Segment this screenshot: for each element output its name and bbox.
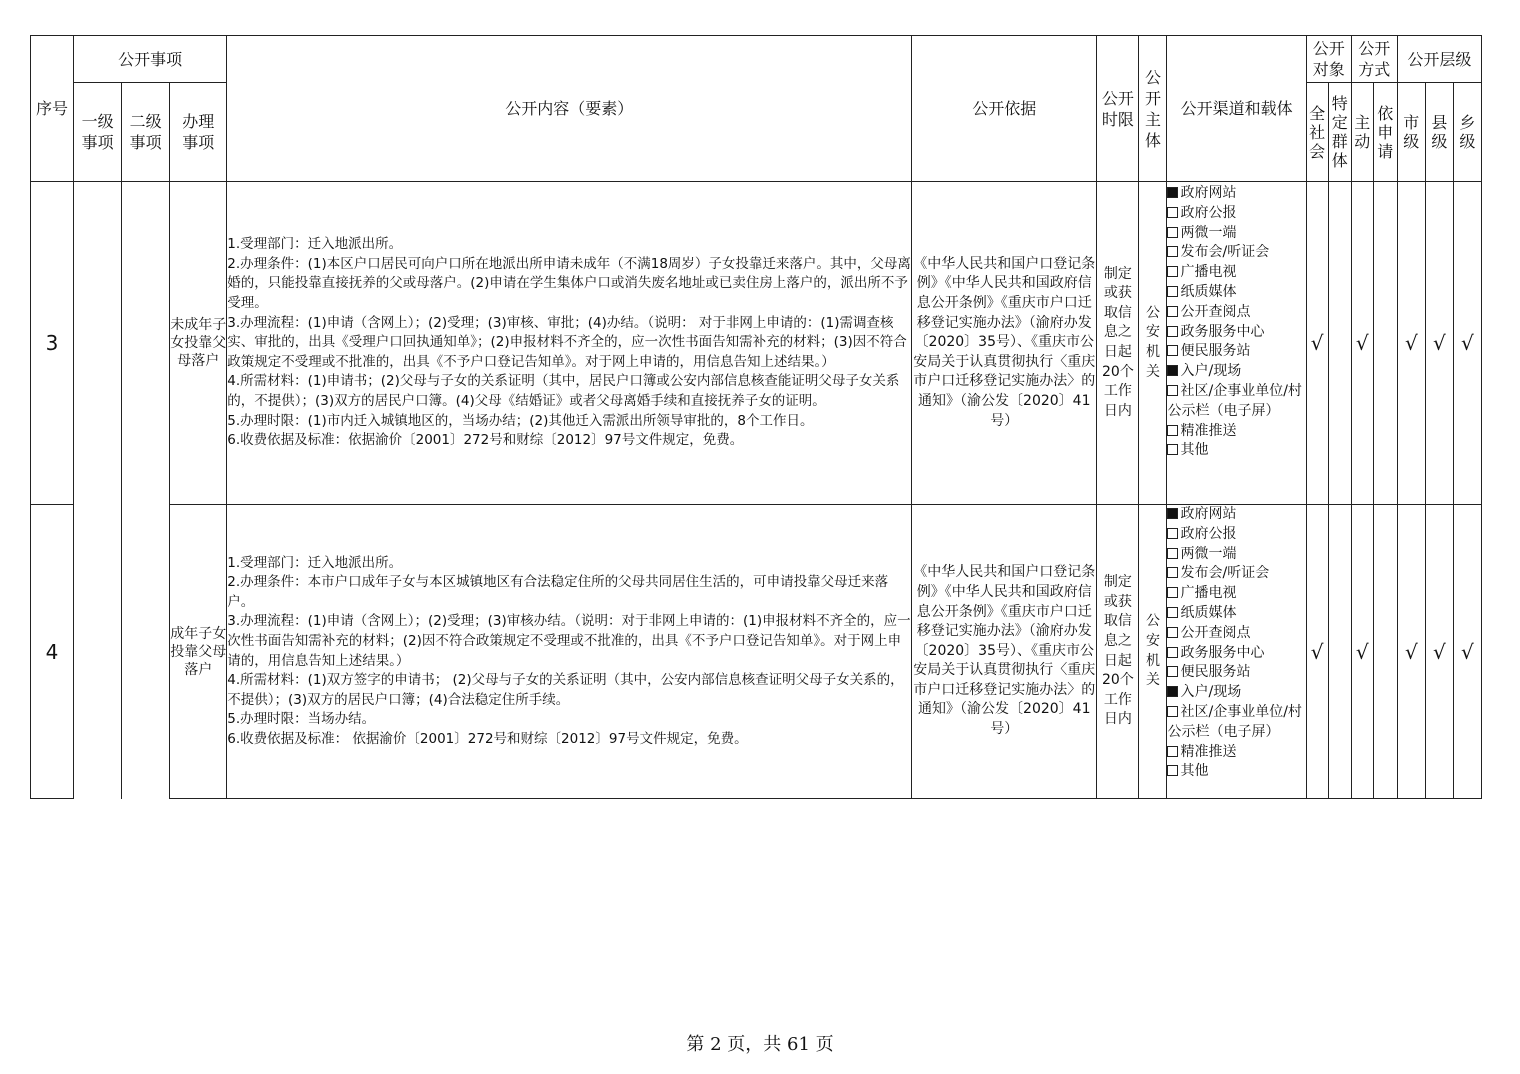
handle-item: 未成年子女投靠父母落户: [170, 182, 227, 505]
unchecked-box-icon: [1167, 567, 1178, 578]
level1-cell: [74, 182, 122, 799]
basis-cell: 《中华人民共和国户口登记条例》《中华人民共和国政府信息公开条例》《重庆市户口迁移登记实施办法》（渝府办发〔2020〕35号）、《重庆市公安局关于认真贯彻执行〈重庆市户口迁移登记实施办法〉的通知》（渝公发〔2020〕41号）: [912, 505, 1097, 799]
header-level-county: 县 级: [1425, 83, 1453, 182]
channel-item: [1167, 283, 1305, 303]
unchecked-box-icon: [1167, 425, 1178, 436]
channel-label: 便民服务站: [1180, 664, 1251, 681]
unchecked-box-icon: [1167, 765, 1178, 776]
channel-item: [1167, 743, 1305, 763]
checked-box-icon: [1167, 365, 1178, 376]
channel-item: [1167, 545, 1305, 565]
header-object-specific: 特 定 群 体: [1328, 83, 1351, 182]
unchecked-box-icon: [1167, 666, 1178, 677]
content-line: 1.受理部门：迁入地派出所。: [227, 236, 403, 253]
unchecked-box-icon: [1167, 647, 1178, 658]
channel-item: [1167, 644, 1305, 664]
subject-cell: 公安机关: [1139, 182, 1167, 505]
channel-cell: [1167, 182, 1306, 505]
channel-label: 政府网站: [1180, 506, 1237, 522]
channel-item: [1167, 584, 1305, 604]
channel-label: 精准推送: [1180, 422, 1237, 439]
content-cell: [227, 505, 912, 799]
unchecked-box-icon: [1167, 207, 1178, 218]
checked-box-icon: [1167, 187, 1178, 198]
mark-method-active: √: [1351, 505, 1373, 799]
channel-label: 纸质媒体: [1180, 604, 1237, 621]
unchecked-box-icon: [1167, 587, 1178, 598]
channel-item: [1167, 505, 1305, 525]
header-level2: 二级 事项: [122, 83, 170, 182]
content-line: 5.办理时限：当场办结。: [227, 711, 376, 728]
channel-label: 两微一端: [1180, 224, 1237, 241]
channel-item: [1167, 323, 1305, 343]
header-method-active: 主 动: [1351, 83, 1373, 182]
channel-label: 纸质媒体: [1180, 283, 1237, 300]
channel-label: 精准推送: [1180, 743, 1237, 760]
channel-label: 其他: [1180, 442, 1209, 459]
channel-label: 政府公报: [1180, 204, 1237, 221]
header-channel: 公开渠道和载体: [1167, 36, 1306, 182]
channel-label: 社区/企事业单位/村公示栏（电子屏）: [1167, 382, 1302, 419]
content-line: 3.办理流程：(1)申请（含网上）；(2)受理；(3)审核办结。（说明：对于非网上申请的：(1)申报材料不齐全的，应一次性书面告知需补充的材料；(2)因不符合政策规定不受理或不批准的，出具《不予户口登记告知单》。对于网上申请的，用信息告知上述结果。）: [227, 613, 911, 669]
mark-level-city: √: [1397, 505, 1425, 799]
channel-item: [1167, 762, 1305, 782]
channel-label: 发布会/听证会: [1180, 565, 1270, 582]
header-level-town: 乡 级: [1453, 83, 1481, 182]
mark-level-city: √: [1397, 182, 1425, 505]
channel-label: 入户/现场: [1180, 684, 1242, 701]
content-line: 2.办理条件：本市户口成年子女与本区城镇地区有合法稳定住所的父母共同居住生活的，可申请投靠父母迁来落户。: [227, 574, 889, 610]
content-line: 5.办理时限：(1)市内迁入城镇地区的，当场办结；(2)其他迁入需派出所领导审批的，8个工作日。: [227, 412, 814, 429]
unchecked-box-icon: [1167, 246, 1178, 257]
row-seq: 4: [31, 505, 74, 799]
channel-item: [1167, 224, 1305, 244]
header-handle: 办理 事项: [170, 83, 227, 182]
header-method-apply: 依 申 请: [1373, 83, 1397, 182]
header-level: 公开层级: [1397, 36, 1481, 83]
mark-level-county: √: [1425, 182, 1453, 505]
subject-cell: 公安机关: [1139, 505, 1167, 799]
handle-item: 成年子女投靠父母落户: [170, 505, 227, 799]
header-basis: 公开依据: [912, 36, 1097, 182]
row-seq: 3: [31, 182, 74, 505]
channel-item: [1167, 564, 1305, 584]
channel-item: [1167, 624, 1305, 644]
channel-item: [1167, 683, 1305, 703]
channel-label: 两微一端: [1180, 545, 1237, 562]
header-object-all: 全 社 会: [1306, 83, 1328, 182]
channel-item: [1167, 422, 1305, 442]
unchecked-box-icon: [1167, 227, 1178, 238]
channel-item: [1167, 204, 1305, 224]
table-row: [31, 182, 1482, 505]
channel-label: 政务服务中心: [1180, 644, 1265, 661]
channel-label: 便民服务站: [1180, 343, 1251, 360]
channel-label: 广播电视: [1180, 585, 1237, 602]
channel-label: 社区/企事业单位/村公示栏（电子屏）: [1167, 703, 1302, 740]
level2-cell: [122, 182, 170, 799]
channel-label: 公开查阅点: [1180, 624, 1251, 641]
content-line: 6.收费依据及标准：依据渝价〔2001〕272号和财综〔2012〕97号文件规定，免费。: [227, 432, 744, 449]
unchecked-box-icon: [1167, 326, 1178, 337]
page-footer: 第 2 页，共 61 页: [686, 1034, 834, 1055]
channel-cell: [1167, 505, 1306, 799]
channel-item: [1167, 362, 1305, 382]
channel-label: 公开查阅点: [1180, 303, 1251, 320]
unchecked-box-icon: [1167, 627, 1178, 638]
unchecked-box-icon: [1167, 385, 1178, 396]
unchecked-box-icon: [1167, 306, 1178, 317]
content-line: 3.办理流程：(1)申请（含网上）；(2)受理；(3)审核、审批；(4)办结。（说明： 对于非网上申请的：(1)需调查核实、审批的，出具《受理户口回执通知单》；(2)申报材料不齐全的，应一次性书面告知需补充的材料；(3)因不符合政策规定不受理或不批准的，出具《不予户口登记告知单》。对于网上申请的，用信息告知上述结果。）: [227, 314, 907, 370]
channel-label: 政务服务中心: [1180, 323, 1265, 340]
channel-label: 政府网站: [1180, 185, 1237, 201]
channel-label: 其他: [1180, 763, 1209, 780]
disclosure-table: [30, 35, 1482, 799]
channel-item: [1167, 342, 1305, 362]
mark-level-county: √: [1425, 505, 1453, 799]
channel-label: 广播电视: [1180, 264, 1237, 281]
header-object: 公开 对象: [1306, 36, 1351, 83]
mark-method-active: √: [1351, 182, 1373, 505]
content-line: 4.所需材料：(1)双方签字的申请书； (2)父母与子女的关系证明（其中，公安内部信息核查证明父母子女关系的，不提供）；(3)双方的居民户口簿；(4)合法稳定住所手续。: [227, 672, 904, 708]
channel-label: 入户/现场: [1180, 363, 1242, 380]
channel-item: [1167, 441, 1305, 461]
mark-level-town: √: [1453, 505, 1481, 799]
header-content: 公开内容（要素）: [227, 36, 912, 182]
unchecked-box-icon: [1167, 266, 1178, 277]
time-cell: 制定或获取信息之日起20个工作日内: [1097, 505, 1139, 799]
channel-item: [1167, 703, 1305, 743]
channel-item: [1167, 243, 1305, 263]
header-method: 公开 方式: [1351, 36, 1397, 83]
content-cell: [227, 182, 912, 505]
basis-cell: 《中华人民共和国户口登记条例》《中华人民共和国政府信息公开条例》《重庆市户口迁移登记实施办法》（渝府办发〔2020〕35号）、《重庆市公安局关于认真贯彻执行〈重庆市户口迁移登记实施办法〉的通知》（渝公发〔2020〕41号）: [912, 182, 1097, 505]
mark-object-specific: [1328, 182, 1351, 505]
time-cell: 制定或获取信息之日起20个工作日内: [1097, 182, 1139, 505]
header-seq: 序号: [31, 36, 74, 182]
channel-item: [1167, 382, 1305, 422]
mark-object-all: √: [1306, 182, 1328, 505]
channel-label: 发布会/听证会: [1180, 244, 1270, 261]
channel-label: 政府公报: [1180, 525, 1237, 542]
mark-object-all: √: [1306, 505, 1328, 799]
content-line: 6.收费依据及标准： 依据渝价〔2001〕272号和财综〔2012〕97号文件规定，免费。: [227, 730, 748, 747]
content-line: 4.所需材料：(1)申请书；(2)父母与子女的关系证明（其中，居民户口簿或公安内部信息核查能证明父母子女关系的，不提供）；(3)双方的居民户口簿。(4)父母《结婚证》或者父母离婚手续和直接抚养子女的证明。: [227, 373, 900, 409]
checked-box-icon: [1167, 508, 1178, 519]
header-time: 公开 时限: [1097, 36, 1139, 182]
channel-item: [1167, 263, 1305, 283]
header-level1: 一级 事项: [74, 83, 122, 182]
unchecked-box-icon: [1167, 548, 1178, 559]
mark-method-apply: [1373, 505, 1397, 799]
content-line: 2.办理条件：(1)本区户口居民可向户口所在地派出所申请未成年（不满18周岁）子女投靠迁来落户。其中，父母离婚的，只能投靠直接抚养的父或母落户。(2)申请在学生集体户口或消失废名地址或已卖住房上落户的，派出所不予受理。: [227, 255, 911, 312]
unchecked-box-icon: [1167, 706, 1178, 717]
channel-item: [1167, 303, 1305, 323]
mark-method-apply: [1373, 182, 1397, 505]
unchecked-box-icon: [1167, 444, 1178, 455]
mark-object-specific: [1328, 505, 1351, 799]
unchecked-box-icon: [1167, 746, 1178, 757]
channel-item: [1167, 663, 1305, 683]
checked-box-icon: [1167, 686, 1178, 697]
unchecked-box-icon: [1167, 528, 1178, 539]
table-row: [31, 505, 1482, 799]
content-line: 1.受理部门：迁入地派出所。: [227, 554, 403, 571]
unchecked-box-icon: [1167, 286, 1178, 297]
channel-item: [1167, 604, 1305, 624]
unchecked-box-icon: [1167, 607, 1178, 618]
mark-level-town: √: [1453, 182, 1481, 505]
unchecked-box-icon: [1167, 345, 1178, 356]
header-items-group: 公开事项: [74, 36, 227, 83]
channel-item: [1167, 525, 1305, 545]
header-level-city: 市 级: [1397, 83, 1425, 182]
channel-item: [1167, 184, 1305, 204]
header-subject: 公 开 主 体: [1139, 36, 1167, 182]
